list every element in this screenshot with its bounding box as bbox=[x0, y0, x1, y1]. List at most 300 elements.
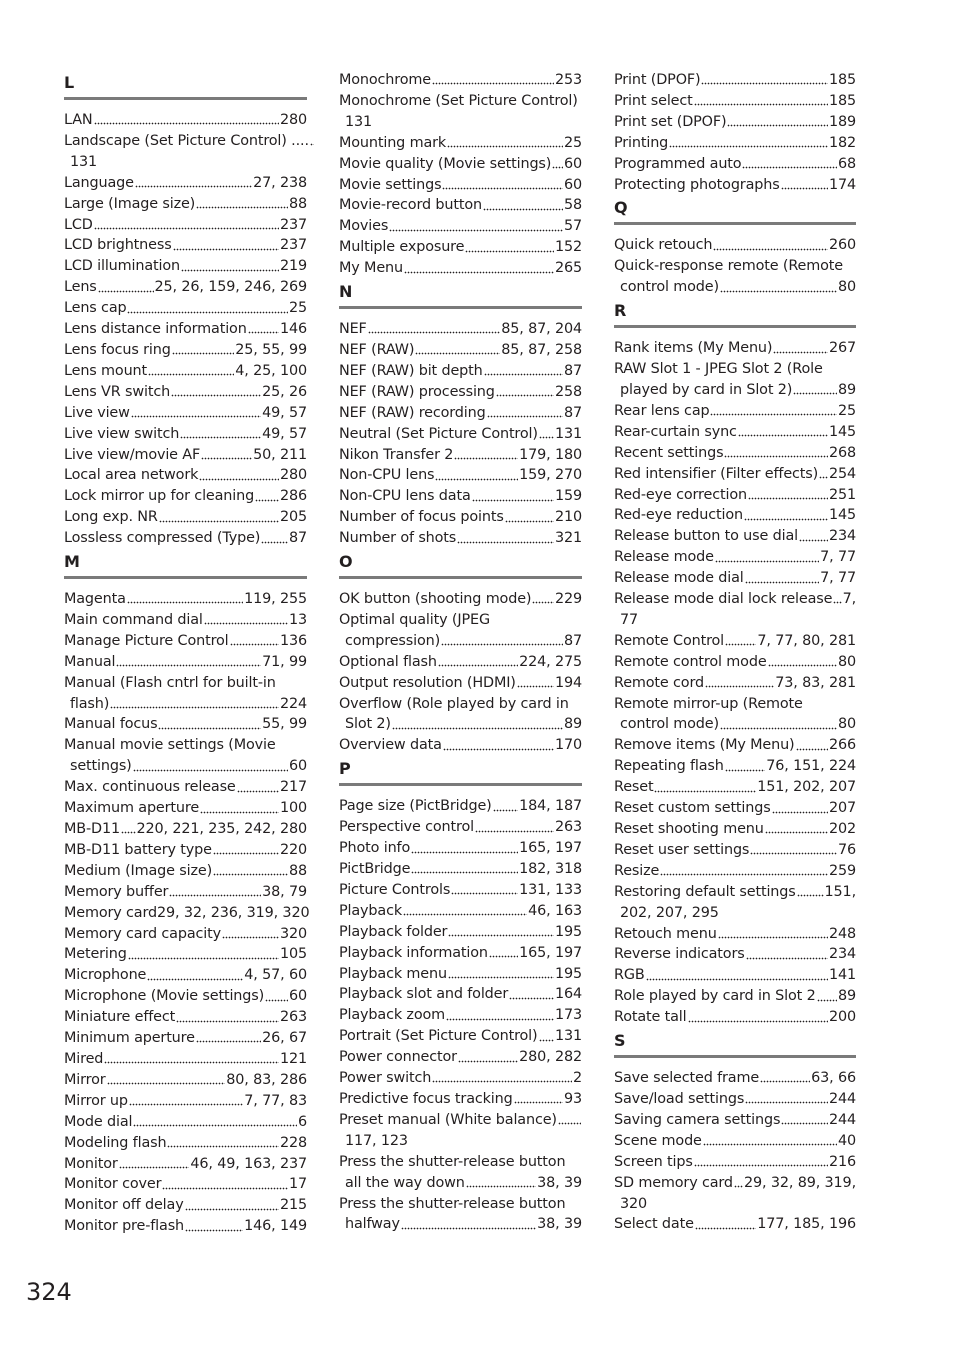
entry-term: Mired bbox=[64, 1050, 104, 1067]
page-refs: 7, 77 bbox=[820, 570, 856, 587]
dot-leader bbox=[448, 975, 554, 979]
index-entry bbox=[339, 382, 582, 403]
entry-term: Picture Controls bbox=[339, 881, 451, 898]
dot-leader bbox=[532, 601, 554, 605]
page-refs: 25, 26 bbox=[262, 383, 307, 400]
entry-term: Remote mirror-up (Remote bbox=[614, 695, 803, 712]
dot-leader bbox=[720, 726, 837, 730]
index-entry bbox=[614, 547, 856, 568]
index-entry bbox=[64, 1133, 307, 1154]
index-entry-line bbox=[339, 901, 582, 922]
index-entry bbox=[64, 652, 307, 673]
page-refs: 25, 55, 99 bbox=[235, 341, 307, 358]
dot-leader bbox=[465, 249, 554, 253]
index-entry-line bbox=[339, 589, 582, 610]
index-entry-line bbox=[614, 422, 856, 443]
dot-leader bbox=[713, 247, 828, 251]
index-entry bbox=[64, 382, 307, 403]
entry-term: Predictive focus tracking bbox=[339, 1090, 513, 1107]
entry-term: OK button (shooting mode) bbox=[339, 591, 532, 608]
index-entry-line bbox=[339, 796, 582, 817]
index-entry-line bbox=[614, 505, 856, 526]
dot-leader bbox=[483, 207, 563, 211]
entry-term: flash) bbox=[70, 695, 110, 712]
page-refs: 46, 163 bbox=[528, 902, 582, 919]
page-refs: 7, 77, 83 bbox=[244, 1092, 307, 1109]
page-refs: 29, 32, 236, 319, 320 bbox=[156, 904, 310, 921]
index-entry-line bbox=[64, 735, 307, 756]
page-refs: 25 bbox=[288, 300, 307, 317]
index-entry-line bbox=[64, 1007, 307, 1028]
page-refs: 268 bbox=[828, 444, 856, 461]
page-refs: 7, bbox=[842, 591, 856, 608]
dot-leader bbox=[185, 1228, 243, 1232]
index-entry bbox=[614, 694, 856, 736]
index-entry bbox=[614, 756, 856, 777]
index-entry-line bbox=[64, 507, 307, 528]
entry-term: Number of shots bbox=[339, 530, 457, 547]
index-entry bbox=[339, 340, 582, 361]
entry-term: Resize bbox=[614, 862, 660, 879]
dot-leader bbox=[705, 685, 774, 689]
index-entry-line bbox=[339, 258, 582, 279]
entry-term: Page size (PictBridge) bbox=[339, 798, 492, 815]
index-entry-line bbox=[64, 382, 307, 403]
page-refs: 80 bbox=[837, 653, 856, 670]
index-entry-line bbox=[614, 235, 856, 256]
index-entry-line bbox=[64, 673, 307, 694]
index-entry bbox=[339, 1026, 582, 1047]
index-entry-line bbox=[64, 194, 307, 215]
page-refs: 216 bbox=[828, 1153, 856, 1170]
dot-leader bbox=[148, 373, 234, 377]
dot-leader bbox=[131, 415, 261, 419]
index-entry bbox=[64, 1174, 307, 1195]
entry-term: Save/load settings bbox=[614, 1090, 745, 1107]
index-entry bbox=[614, 882, 856, 924]
entry-term: 77 bbox=[620, 611, 639, 628]
dot-leader bbox=[781, 186, 828, 190]
entry-term: Monitor pre-flash bbox=[64, 1218, 185, 1235]
index-entry-line bbox=[339, 424, 582, 445]
dot-leader bbox=[725, 643, 756, 647]
page-refs: 80, 83, 286 bbox=[226, 1071, 307, 1088]
dot-leader bbox=[484, 373, 563, 377]
page-refs: 145 bbox=[828, 423, 856, 440]
index-entry-line bbox=[339, 361, 582, 382]
index-entry bbox=[614, 861, 856, 882]
entry-term: Repeating flash bbox=[614, 758, 724, 775]
index-entry bbox=[339, 943, 582, 964]
dot-leader bbox=[760, 1080, 810, 1084]
index-entry bbox=[64, 861, 307, 882]
section-heading: S bbox=[614, 1028, 856, 1058]
index-entry bbox=[339, 984, 582, 1005]
page-refs: 100 bbox=[279, 800, 307, 817]
dot-leader bbox=[94, 122, 279, 126]
entry-term: Multiple exposure bbox=[339, 239, 465, 256]
dot-leader bbox=[724, 455, 828, 459]
index-column-3 bbox=[614, 70, 856, 1235]
dot-leader bbox=[135, 185, 252, 189]
page-refs: 224 bbox=[279, 695, 307, 712]
entry-term: Photo info bbox=[339, 840, 411, 857]
entry-term: Lossless compressed (Type) bbox=[64, 530, 261, 547]
page-refs: 165, 197 bbox=[519, 840, 582, 857]
index-entry bbox=[339, 445, 582, 466]
index-entry-line bbox=[614, 526, 856, 547]
index-entry bbox=[339, 195, 582, 216]
index-entry bbox=[614, 819, 856, 840]
dot-leader bbox=[404, 270, 554, 274]
page-refs: 7, 77 bbox=[820, 549, 856, 566]
index-entry bbox=[64, 298, 307, 319]
index-entry-line bbox=[64, 903, 310, 924]
dot-leader bbox=[738, 434, 828, 438]
entry-term: Maximum aperture bbox=[64, 800, 200, 817]
entry-term: Monochrome bbox=[339, 72, 431, 88]
entry-term: Long exp. NR bbox=[64, 509, 158, 526]
page-refs: 105 bbox=[279, 946, 307, 963]
index-entry-line bbox=[339, 319, 582, 340]
index-entry-line bbox=[614, 1089, 856, 1110]
dot-leader bbox=[222, 935, 279, 939]
dot-leader bbox=[107, 1082, 226, 1086]
entry-term: Recent settings bbox=[614, 444, 724, 461]
page-refs: 219 bbox=[279, 258, 307, 275]
section-heading: L bbox=[64, 70, 307, 100]
index-entry-line bbox=[614, 547, 856, 568]
index-entry-line bbox=[339, 1152, 582, 1173]
index-entry-line bbox=[614, 1194, 856, 1215]
entry-term: Lens mount bbox=[64, 362, 148, 379]
dot-leader bbox=[159, 519, 279, 523]
index-entry-line bbox=[339, 133, 582, 154]
dot-leader bbox=[104, 1061, 279, 1065]
index-entry bbox=[339, 673, 582, 694]
index-entry bbox=[614, 924, 856, 945]
index-entry bbox=[339, 70, 582, 91]
index-entry-line bbox=[64, 110, 307, 131]
index-entry-line bbox=[339, 216, 582, 237]
index-entry-line bbox=[614, 1173, 856, 1194]
dot-leader bbox=[446, 1017, 554, 1021]
index-entry-line bbox=[339, 859, 582, 880]
index-entry bbox=[339, 361, 582, 382]
entry-term: Main command dial bbox=[64, 611, 203, 628]
index-entry-line bbox=[339, 694, 582, 715]
page-refs: 38, 39 bbox=[537, 1174, 582, 1191]
dot-leader bbox=[517, 685, 554, 689]
page-refs: 27, 238 bbox=[253, 174, 307, 191]
index-entry-line bbox=[339, 1110, 582, 1131]
index-entry-line bbox=[64, 215, 307, 236]
entry-term: Miniature effect bbox=[64, 1009, 176, 1026]
index-entry-line bbox=[339, 631, 582, 652]
page-refs: 76, 151, 224 bbox=[766, 758, 856, 775]
page-refs: 173 bbox=[554, 1007, 582, 1024]
page-refs: 87 bbox=[288, 530, 307, 547]
index-entry bbox=[64, 403, 307, 424]
dot-leader bbox=[201, 456, 252, 460]
entry-term: Nikon Transfer 2 bbox=[339, 446, 454, 463]
entry-term: Metering bbox=[64, 946, 127, 963]
page-refs: 202 bbox=[828, 821, 856, 837]
dot-leader bbox=[745, 580, 820, 584]
dot-leader bbox=[199, 477, 279, 481]
section-heading: O bbox=[339, 549, 582, 579]
page-refs: 248 bbox=[828, 925, 856, 942]
entry-term: Manual (Flash cntrl for built-in bbox=[64, 674, 276, 691]
index-entry-line bbox=[339, 1068, 582, 1089]
entry-term: Lens cap bbox=[64, 300, 127, 317]
index-entry bbox=[614, 568, 856, 589]
dot-leader bbox=[745, 1101, 828, 1105]
index-entry bbox=[614, 154, 856, 175]
index-entry-line bbox=[614, 443, 856, 464]
index-entry bbox=[339, 1047, 582, 1068]
index-entry bbox=[614, 840, 856, 861]
entry-term: Memory card capacity bbox=[64, 925, 221, 942]
index-entry-line bbox=[614, 359, 856, 380]
index-entry-line bbox=[339, 673, 582, 694]
index-entry bbox=[64, 110, 307, 131]
entry-term: control mode) bbox=[620, 716, 719, 733]
index-entry-line bbox=[614, 380, 856, 401]
index-entry-line bbox=[64, 152, 307, 173]
entry-term: Monitor off delay bbox=[64, 1197, 184, 1214]
index-entry bbox=[614, 1110, 856, 1131]
index-entry-line bbox=[614, 1007, 856, 1028]
entry-term: Remote cord bbox=[614, 674, 704, 691]
index-entry bbox=[614, 70, 856, 91]
dot-leader bbox=[710, 413, 837, 417]
entry-term: Scene mode bbox=[614, 1132, 702, 1149]
page-refs: 136 bbox=[279, 632, 307, 649]
index-entry bbox=[339, 154, 582, 175]
dot-leader bbox=[121, 831, 136, 835]
entry-term: Landscape (Set Picture Control) .... bbox=[64, 132, 309, 149]
entry-term: Manual movie settings (Movie bbox=[64, 737, 276, 754]
index-entry-line bbox=[64, 424, 307, 445]
index-entry bbox=[339, 216, 582, 237]
entry-term: Playback folder bbox=[339, 923, 448, 940]
index-entry bbox=[64, 1216, 307, 1237]
page-refs: 4, 57, 60 bbox=[244, 967, 307, 984]
index-entry bbox=[64, 903, 310, 924]
index-entry bbox=[64, 1028, 307, 1049]
dot-leader bbox=[237, 789, 279, 793]
index-entry bbox=[339, 838, 582, 859]
index-entry bbox=[614, 986, 856, 1007]
page-refs: 234 bbox=[828, 946, 856, 963]
entry-term: Rear-curtain sync bbox=[614, 423, 737, 440]
page-refs: 205 bbox=[279, 509, 307, 526]
entry-term: Release button to use dial bbox=[614, 528, 798, 545]
page-refs: 80 bbox=[837, 716, 856, 733]
entry-term: Power connector bbox=[339, 1049, 457, 1066]
index-entry-line bbox=[64, 319, 307, 340]
index-entry bbox=[339, 403, 582, 424]
entry-term: Monitor bbox=[64, 1155, 118, 1172]
dot-leader bbox=[167, 1145, 279, 1149]
dot-leader bbox=[447, 145, 563, 149]
index-entry-line bbox=[64, 777, 307, 798]
index-entry-line bbox=[64, 465, 307, 486]
page-refs: 321 bbox=[554, 530, 582, 547]
index-entry-line bbox=[614, 840, 856, 861]
entry-term: Non-CPU lens data bbox=[339, 488, 471, 505]
index-column-1 bbox=[64, 70, 310, 1237]
page-refs: 266 bbox=[828, 737, 856, 754]
page-refs: 2 bbox=[572, 1070, 582, 1087]
index-entry bbox=[614, 777, 856, 798]
page-refs: 194 bbox=[554, 674, 582, 691]
index-entry bbox=[64, 340, 307, 361]
index-entry-line bbox=[64, 256, 307, 277]
index-entry-line bbox=[614, 277, 856, 298]
page-refs: 280 bbox=[279, 467, 307, 484]
entry-term: control mode) bbox=[620, 279, 719, 296]
entry-term: Mirror up bbox=[64, 1092, 128, 1109]
entry-term: Non-CPU lens bbox=[339, 467, 435, 484]
index-entry-line bbox=[614, 589, 856, 610]
entry-term: Local area network bbox=[64, 467, 199, 484]
index-entry-line bbox=[614, 714, 856, 735]
page-refs: 13 bbox=[288, 611, 307, 628]
index-entry bbox=[614, 443, 856, 464]
index-entry bbox=[339, 1005, 582, 1026]
dot-leader bbox=[799, 538, 828, 542]
entry-term: Red intensifier (Filter effects) bbox=[614, 465, 819, 482]
entry-term: LCD brightness bbox=[64, 237, 172, 254]
index-entry bbox=[614, 338, 856, 359]
dot-leader bbox=[772, 810, 828, 814]
entry-term: RGB bbox=[614, 967, 645, 984]
index-entry bbox=[339, 922, 582, 943]
index-entry bbox=[339, 1194, 582, 1236]
page-refs: 265 bbox=[554, 260, 582, 277]
page-refs: 228 bbox=[279, 1134, 307, 1151]
index-entry-line bbox=[64, 861, 307, 882]
dot-leader bbox=[451, 892, 518, 896]
index-entry bbox=[614, 735, 856, 756]
page-refs: 88 bbox=[288, 862, 307, 879]
index-entry bbox=[339, 880, 582, 901]
dot-leader bbox=[180, 436, 261, 440]
index-entry bbox=[64, 445, 307, 466]
page-refs: 7, 77, 80, 281 bbox=[757, 632, 856, 649]
dot-leader bbox=[173, 247, 279, 251]
entry-term: Manual focus bbox=[64, 716, 158, 733]
entry-term: Number of focus points bbox=[339, 509, 504, 526]
index-entry-line bbox=[614, 338, 856, 359]
page-refs: 141 bbox=[828, 967, 856, 984]
index-entry bbox=[64, 131, 307, 173]
index-entry-line bbox=[339, 922, 582, 943]
dot-leader bbox=[176, 1019, 279, 1023]
dot-leader bbox=[261, 540, 288, 544]
index-entry-line bbox=[64, 1028, 307, 1049]
entry-term: Movie settings bbox=[339, 176, 442, 193]
dot-leader bbox=[694, 103, 828, 107]
dot-leader bbox=[435, 477, 518, 481]
index-entry-line bbox=[614, 154, 856, 175]
dot-leader bbox=[171, 394, 261, 398]
entry-term: played by card in Slot 2) bbox=[620, 381, 793, 398]
index-entry-line bbox=[614, 924, 856, 945]
page-refs: 210 bbox=[554, 509, 582, 526]
index-entry bbox=[339, 175, 582, 196]
dot-leader bbox=[116, 664, 261, 668]
index-entry bbox=[64, 277, 307, 298]
index-entry bbox=[614, 673, 856, 694]
index-entry-line bbox=[64, 528, 307, 549]
page-refs: 259 bbox=[828, 862, 856, 879]
index-entry bbox=[614, 1007, 856, 1028]
dot-leader bbox=[466, 1185, 536, 1189]
entry-term: Optimal quality (JPEG bbox=[339, 611, 490, 628]
dot-leader bbox=[688, 1019, 828, 1023]
index-entry bbox=[614, 589, 856, 631]
page-refs: 85, 87, 204 bbox=[501, 321, 582, 338]
entry-term: NEF (RAW) recording bbox=[339, 404, 486, 421]
dot-leader bbox=[539, 436, 554, 440]
page-refs: 179, 180 bbox=[519, 446, 582, 463]
dot-leader bbox=[695, 1226, 756, 1230]
dot-leader bbox=[389, 228, 563, 232]
page-refs: 195 bbox=[554, 923, 582, 940]
dot-leader bbox=[432, 1080, 572, 1084]
entry-term: Optional flash bbox=[339, 653, 437, 670]
index-entry-line bbox=[339, 445, 582, 466]
index-entry-line bbox=[64, 652, 307, 673]
entry-term: Playback slot and folder bbox=[339, 986, 509, 1003]
dot-leader bbox=[196, 1040, 261, 1044]
index-entry bbox=[339, 1068, 582, 1089]
entry-term: Select date bbox=[614, 1216, 694, 1233]
entry-term: Remote Control bbox=[614, 632, 725, 649]
index-entry bbox=[614, 526, 856, 547]
index-entry-line bbox=[64, 445, 307, 466]
dot-leader bbox=[119, 1165, 190, 1169]
index-entry-line bbox=[339, 1194, 582, 1215]
index-entry-line bbox=[64, 924, 307, 945]
index-entry-line bbox=[339, 340, 582, 361]
entry-term: NEF (RAW) bbox=[339, 341, 415, 358]
index-entry bbox=[614, 1173, 856, 1215]
dot-leader bbox=[265, 998, 288, 1002]
dot-leader bbox=[411, 871, 518, 875]
dot-leader bbox=[169, 894, 261, 898]
entry-term: Neutral (Set Picture Control) bbox=[339, 425, 538, 442]
index-entry-line bbox=[339, 817, 582, 838]
index-entry bbox=[64, 1112, 307, 1133]
entry-term: Reset user settings bbox=[614, 841, 750, 858]
page-refs: 244 bbox=[828, 1090, 856, 1107]
index-entry-line bbox=[339, 943, 582, 964]
entry-term: Microphone bbox=[64, 967, 147, 984]
entry-term: Manage Picture Control bbox=[64, 632, 229, 649]
section-heading: M bbox=[64, 549, 307, 579]
page-refs: 93 bbox=[563, 1090, 582, 1107]
page-refs: 220, 221, 235, 242, 280 bbox=[136, 821, 307, 837]
index-entry-line bbox=[64, 631, 307, 652]
page-refs: 88 bbox=[288, 195, 307, 212]
dot-leader bbox=[310, 143, 314, 147]
page-refs: 89 bbox=[837, 381, 856, 398]
dot-leader bbox=[654, 789, 756, 793]
